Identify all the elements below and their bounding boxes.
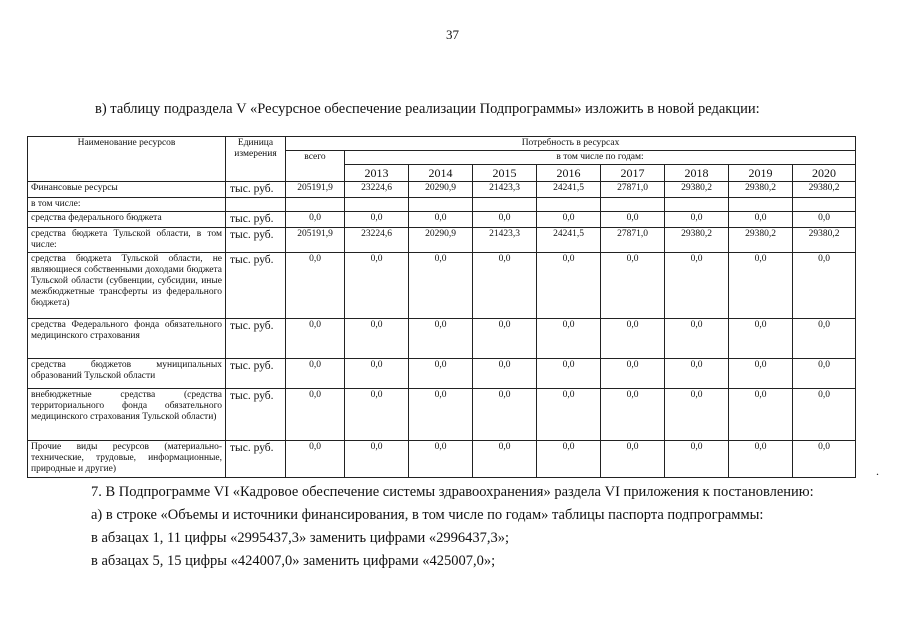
year-value-cell: 0,0 bbox=[345, 319, 409, 359]
year-value-cell: 0,0 bbox=[729, 212, 793, 228]
resource-name-cell: в том числе: bbox=[28, 198, 226, 212]
year-value-cell: 0,0 bbox=[473, 359, 537, 389]
total-value-cell: 0,0 bbox=[286, 389, 345, 441]
year-value-cell: 0,0 bbox=[409, 389, 473, 441]
header-year: 2014 bbox=[409, 165, 473, 182]
header-year: 2019 bbox=[729, 165, 793, 182]
year-value-cell: 0,0 bbox=[537, 359, 601, 389]
year-value-cell bbox=[729, 198, 793, 212]
header-year: 2017 bbox=[601, 165, 665, 182]
year-value-cell bbox=[409, 198, 473, 212]
year-value-cell: 0,0 bbox=[409, 319, 473, 359]
year-value-cell: 29380,2 bbox=[665, 228, 729, 253]
year-value-cell: 29380,2 bbox=[729, 182, 793, 198]
year-value-cell: 0,0 bbox=[729, 441, 793, 478]
resource-name-cell: средства бюджета Тульской области, в том числе: bbox=[28, 228, 226, 253]
year-value-cell: 27871,0 bbox=[601, 228, 665, 253]
year-value-cell: 0,0 bbox=[473, 389, 537, 441]
total-value-cell: 0,0 bbox=[286, 441, 345, 478]
year-value-cell: 0,0 bbox=[665, 253, 729, 319]
table-row bbox=[28, 228, 856, 253]
year-value-cell: 24241,5 bbox=[537, 228, 601, 253]
header-year: 2016 bbox=[537, 165, 601, 182]
year-value-cell: 0,0 bbox=[537, 253, 601, 319]
year-value-cell: 0,0 bbox=[409, 253, 473, 319]
year-value-cell: 0,0 bbox=[473, 441, 537, 478]
year-value-cell: 0,0 bbox=[601, 389, 665, 441]
year-value-cell: 23224,6 bbox=[345, 228, 409, 253]
year-value-cell: 0,0 bbox=[473, 253, 537, 319]
year-value-cell: 0,0 bbox=[793, 253, 856, 319]
unit-cell: тыс. руб. bbox=[226, 389, 286, 441]
year-value-cell bbox=[473, 198, 537, 212]
table-row bbox=[28, 389, 856, 441]
paragraph-line-1: в абзацах 1, 11 цифры «2995437,3» заменить цифрами «2996437,3»; bbox=[91, 530, 510, 546]
year-value-cell bbox=[665, 198, 729, 212]
total-value-cell: 205191,9 bbox=[286, 228, 345, 253]
year-value-cell: 0,0 bbox=[345, 389, 409, 441]
year-value-cell: 0,0 bbox=[409, 441, 473, 478]
total-value-cell: 0,0 bbox=[286, 359, 345, 389]
year-value-cell: 27871,0 bbox=[601, 182, 665, 198]
resources-table bbox=[27, 136, 856, 478]
year-value-cell: 0,0 bbox=[793, 359, 856, 389]
page-number: 37 bbox=[446, 27, 459, 42]
resource-name-cell: средства бюджета Тульской области, не являющиеся собственными доходами бюджета Тульской области (субвенции, субсидии, иные межбюджетные трансферты из федерального бюджета) bbox=[28, 253, 226, 319]
table-row bbox=[28, 253, 856, 319]
header-total: всего bbox=[286, 151, 345, 182]
total-value-cell bbox=[286, 198, 345, 212]
year-value-cell: 23224,6 bbox=[345, 182, 409, 198]
unit-cell: тыс. руб. bbox=[226, 253, 286, 319]
total-value-cell: 0,0 bbox=[286, 212, 345, 228]
year-value-cell: 0,0 bbox=[537, 441, 601, 478]
year-value-cell bbox=[345, 198, 409, 212]
table-row bbox=[28, 359, 856, 389]
unit-cell: тыс. руб. bbox=[226, 212, 286, 228]
year-value-cell: 0,0 bbox=[601, 359, 665, 389]
resource-name-cell: средства федерального бюджета bbox=[28, 212, 226, 228]
year-value-cell: 29380,2 bbox=[793, 228, 856, 253]
resource-name-cell: средства бюджетов муниципальных образований Тульской области bbox=[28, 359, 226, 389]
following-text bbox=[47, 484, 855, 570]
year-value-cell: 0,0 bbox=[729, 389, 793, 441]
year-value-cell: 0,0 bbox=[345, 441, 409, 478]
header-year: 2018 bbox=[665, 165, 729, 182]
year-value-cell: 29380,2 bbox=[729, 228, 793, 253]
header-name: Наименование ресурсов bbox=[28, 137, 226, 182]
year-value-cell: 0,0 bbox=[473, 212, 537, 228]
unit-cell: тыс. руб. bbox=[226, 359, 286, 389]
year-value-cell: 21423,3 bbox=[473, 182, 537, 198]
year-value-cell: 0,0 bbox=[537, 319, 601, 359]
year-value-cell: 29380,2 bbox=[793, 182, 856, 198]
year-value-cell bbox=[793, 198, 856, 212]
unit-cell: тыс. руб. bbox=[226, 228, 286, 253]
year-value-cell: 0,0 bbox=[601, 319, 665, 359]
year-value-cell: 0,0 bbox=[729, 319, 793, 359]
table-row bbox=[28, 212, 856, 228]
year-value-cell: 0,0 bbox=[601, 253, 665, 319]
year-value-cell: 0,0 bbox=[601, 212, 665, 228]
year-value-cell: 0,0 bbox=[537, 389, 601, 441]
resource-name-cell: внебюджетные средства (средства территориального фонда обязательного медицинского страхования Тульской области) bbox=[28, 389, 226, 441]
year-value-cell: 0,0 bbox=[345, 212, 409, 228]
year-value-cell: 0,0 bbox=[793, 441, 856, 478]
header-year: 2020 bbox=[793, 165, 856, 182]
paragraph-line-2: в абзацах 5, 15 цифры «424007,0» заменить цифрами «425007,0»; bbox=[91, 553, 496, 569]
year-value-cell: 0,0 bbox=[601, 441, 665, 478]
year-value-cell: 0,0 bbox=[665, 319, 729, 359]
intro-paragraph: в) таблицу подраздела V «Ресурсное обеспечение реализации Подпрограммы» изложить в новой редакции: bbox=[95, 101, 760, 117]
year-value-cell: 0,0 bbox=[473, 319, 537, 359]
resource-name-cell: Прочие виды ресурсов (материально-технические, трудовые, информационные, природные и другие) bbox=[28, 441, 226, 478]
table-row bbox=[28, 319, 856, 359]
resource-name-cell: Финансовые ресурсы bbox=[28, 182, 226, 198]
year-value-cell: 0,0 bbox=[665, 389, 729, 441]
year-value-cell: 0,0 bbox=[665, 212, 729, 228]
year-value-cell: 24241,5 bbox=[537, 182, 601, 198]
header-need: Потребность в ресурсах bbox=[286, 137, 856, 151]
year-value-cell: 21423,3 bbox=[473, 228, 537, 253]
table-row bbox=[28, 198, 856, 212]
unit-cell bbox=[226, 198, 286, 212]
year-value-cell bbox=[537, 198, 601, 212]
paragraph-7: 7. В Подпрограмме VI «Кадровое обеспечение системы здравоохранения» раздела VI приложения к постановлению: bbox=[91, 484, 814, 500]
year-value-cell: 0,0 bbox=[537, 212, 601, 228]
unit-cell: тыс. руб. bbox=[226, 182, 286, 198]
total-value-cell: 205191,9 bbox=[286, 182, 345, 198]
unit-cell: тыс. руб. bbox=[226, 441, 286, 478]
table-row bbox=[28, 441, 856, 478]
header-unit: Единица измерения bbox=[226, 137, 286, 182]
header-year: 2013 bbox=[345, 165, 409, 182]
total-value-cell: 0,0 bbox=[286, 319, 345, 359]
unit-cell: тыс. руб. bbox=[226, 319, 286, 359]
year-value-cell: 0,0 bbox=[345, 253, 409, 319]
year-value-cell: 0,0 bbox=[665, 359, 729, 389]
year-value-cell: 0,0 bbox=[665, 441, 729, 478]
resource-name-cell: средства Федерального фонда обязательного медицинского страхования bbox=[28, 319, 226, 359]
year-value-cell: 20290,9 bbox=[409, 228, 473, 253]
year-value-cell: 20290,9 bbox=[409, 182, 473, 198]
year-value-cell: 0,0 bbox=[345, 359, 409, 389]
table-row bbox=[28, 182, 856, 198]
header-by-years: в том числе по годам: bbox=[345, 151, 856, 165]
year-value-cell: 0,0 bbox=[409, 359, 473, 389]
stray-mark: . bbox=[876, 464, 879, 478]
year-value-cell: 0,0 bbox=[409, 212, 473, 228]
year-value-cell: 0,0 bbox=[793, 319, 856, 359]
header-year: 2015 bbox=[473, 165, 537, 182]
year-value-cell: 29380,2 bbox=[665, 182, 729, 198]
total-value-cell: 0,0 bbox=[286, 253, 345, 319]
year-value-cell bbox=[601, 198, 665, 212]
year-value-cell: 0,0 bbox=[729, 253, 793, 319]
paragraph-a: а) в строке «Объемы и источники финансирования, в том числе по годам» таблицы паспорта подпрограммы: bbox=[91, 507, 764, 523]
year-value-cell: 0,0 bbox=[729, 359, 793, 389]
year-value-cell: 0,0 bbox=[793, 212, 856, 228]
year-value-cell: 0,0 bbox=[793, 389, 856, 441]
